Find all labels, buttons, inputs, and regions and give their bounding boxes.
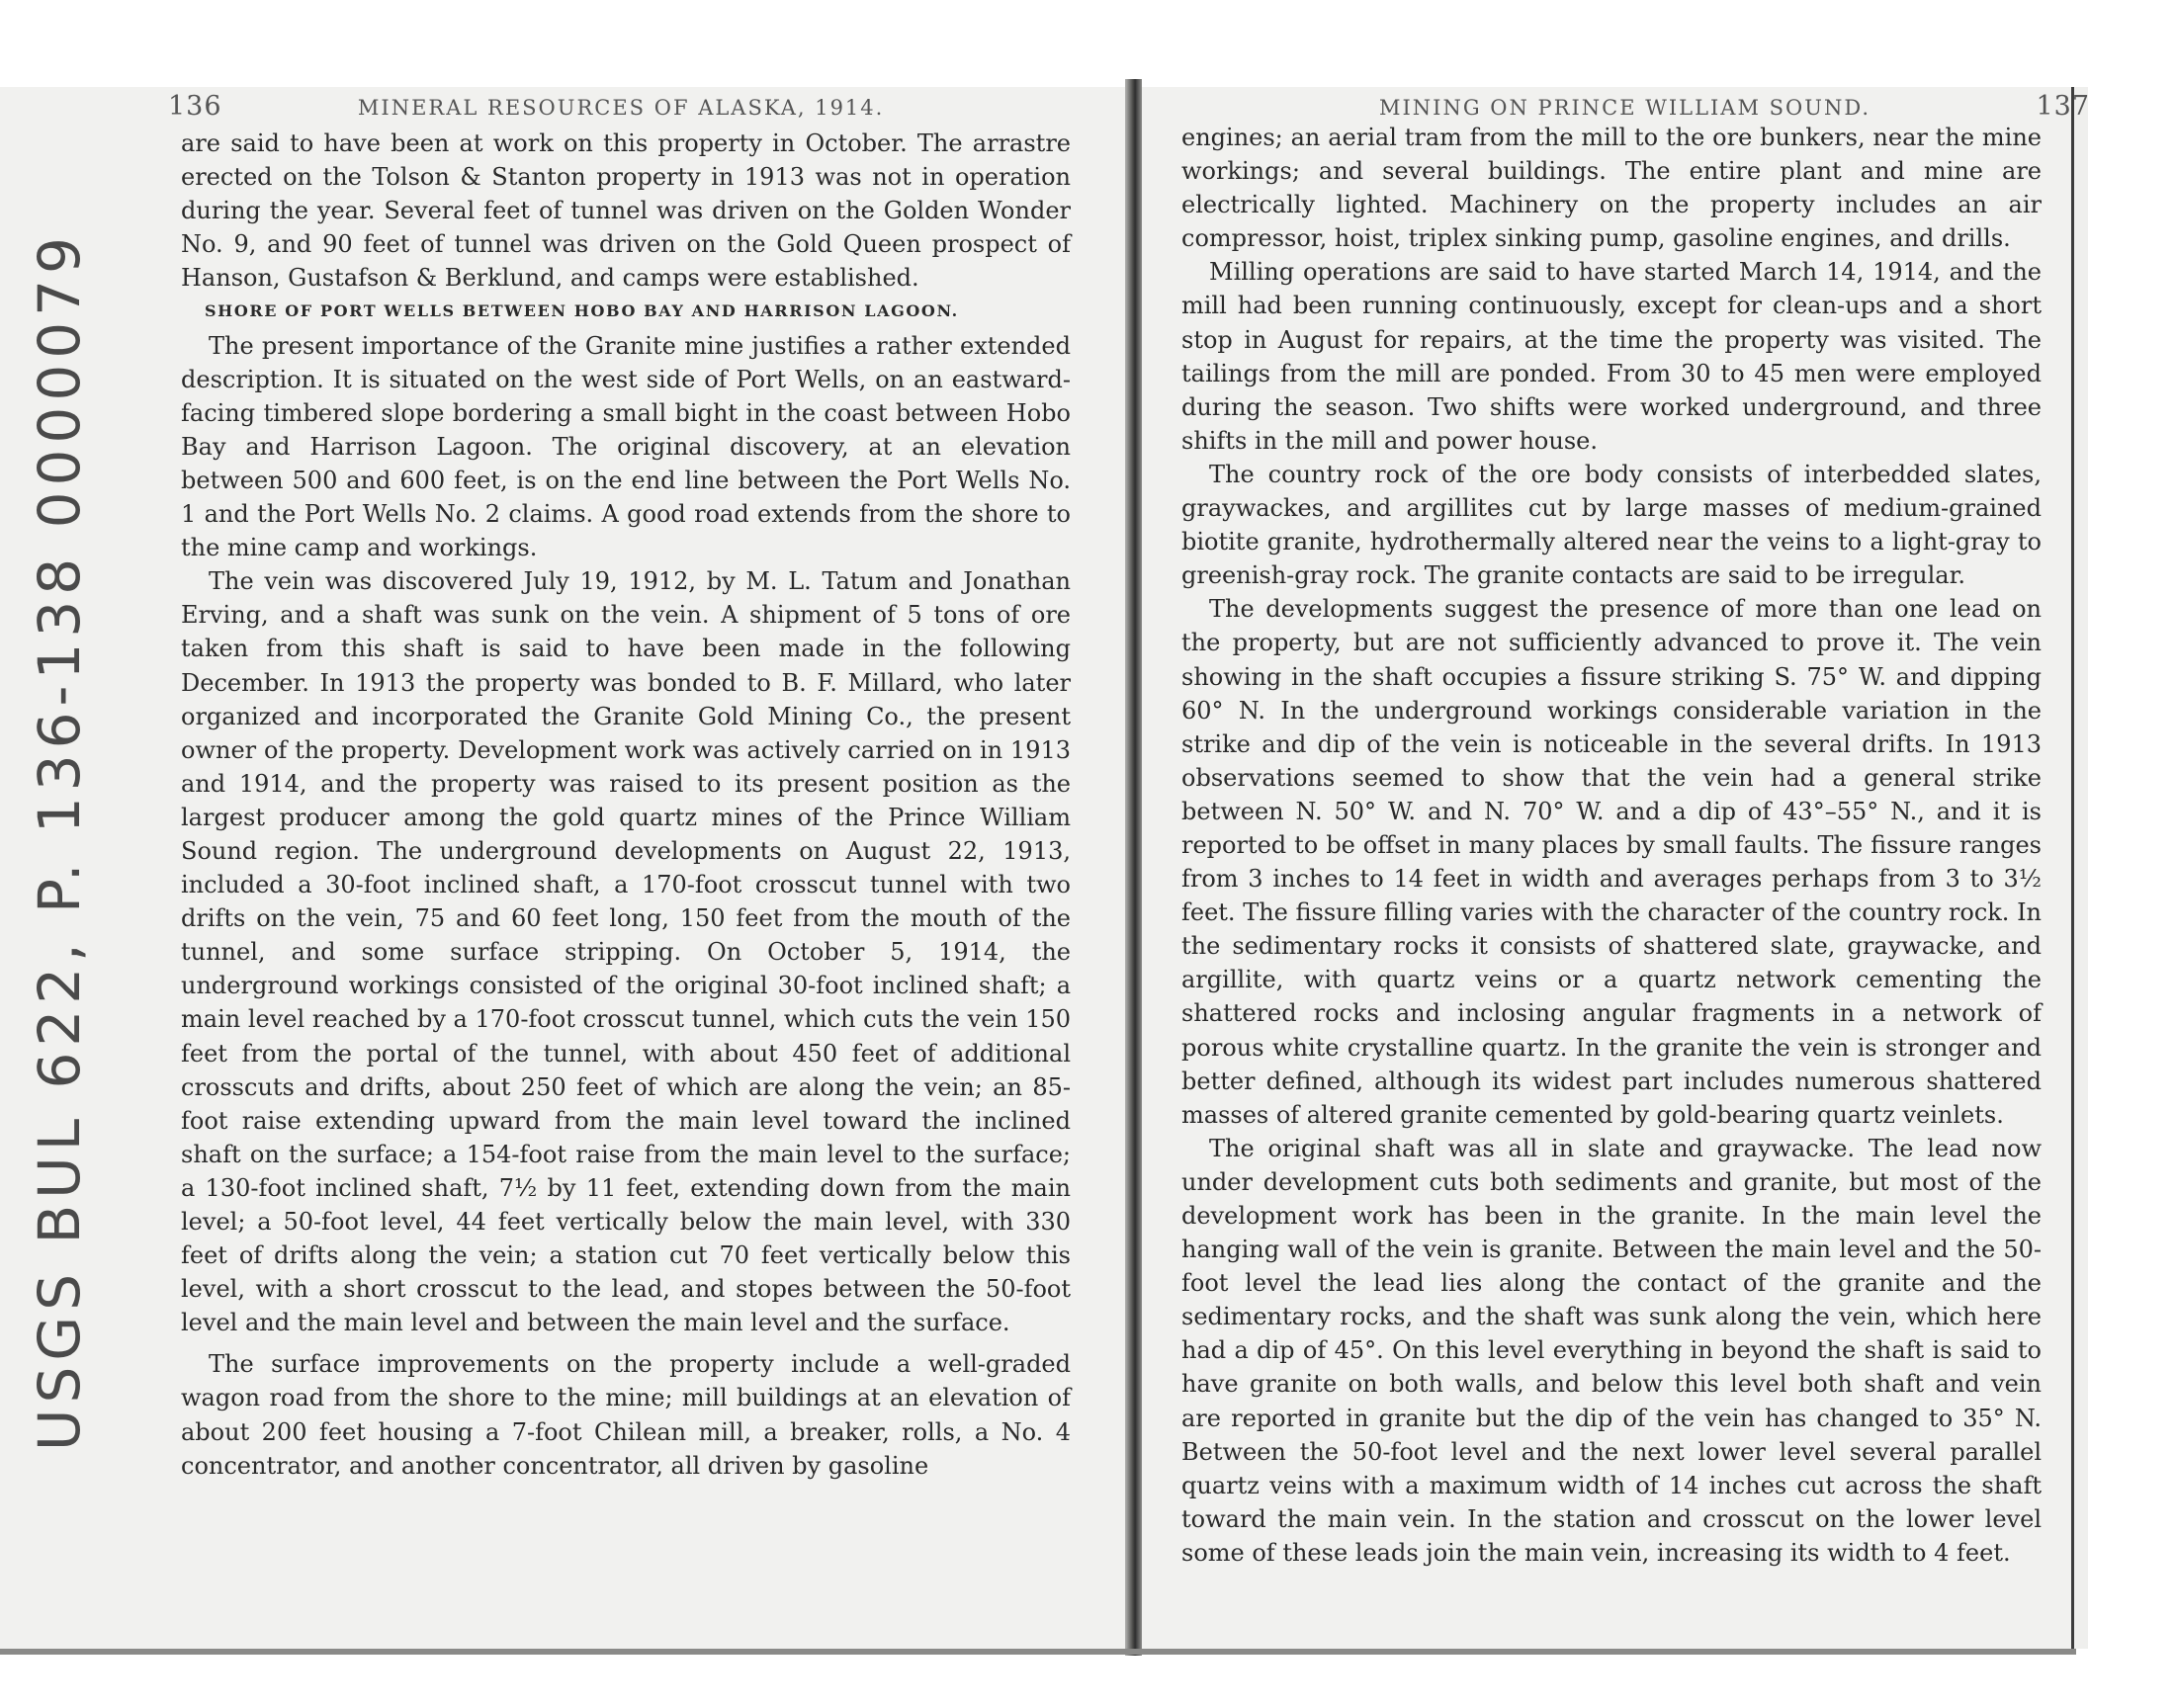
- handwritten-margin-note: USGS BUL 622, P. 136-138 0000079: [26, 231, 93, 1451]
- right-running-title: MINING ON PRINCE WILLIAM SOUND.: [1379, 96, 1871, 120]
- page-bottom-edge: [0, 1649, 2076, 1655]
- left-page: [0, 87, 1125, 1649]
- paragraph: The vein was discovered July 19, 1912, by M. L. Tatum and Jonathan Erving, and a shaft was sunk on the vein. A shipment of 5 tons of ore taken from this shaft is said to have been made in the following December. In 1913 the property was bonded to B. F. Millard, who later organized and incorporated the Granite Gold Mining Co., the present owner of the property. Development work was actively carried on in 1913 and 1914, and the property was raised to its present position as the largest producer among the gold quartz mines of the Prince William Sound region. The underground developments on August 22, 1913, included a 30-foot inclined shaft, a 170-foot crosscut tunnel with two drifts on the vein, 75 and 60 feet long, 150 feet from the mouth of the tunnel, and some surface stripping. On October 5, 1914, the underground workings consisted of the original 30-foot inclined shaft; a main level reached by a 170-foot crosscut tunnel, which cuts the vein 150 feet from the portal of the tunnel, with about 450 feet of additional crosscuts and drifts, about 250 feet of which are along the vein; an 85-foot raise extending upward from the main level toward the inclined shaft on the surface; a 154-foot raise from the main level to the surface; a 130-foot inclined shaft, 7½ by 11 feet, extending down from the main level; a 50-foot level, 44 feet vertically below the main level, with 330 feet of drifts along the vein; a station cut 70 feet vertically below this level, with a short crosscut to the lead, and stopes between the 50-foot level and the main level and between the main level and the surface.: [181, 567, 1071, 1337]
- right-running-head: [1379, 91, 2090, 122]
- paragraph: The country rock of the ore body consists of interbedded slates, graywackes, and argillites cut by large masses of medium-grained biotite granite, hydrothermally altered near the veins to a light-gray to greenish-gray rock. The granite contacts are said to be irregular.: [1181, 460, 2042, 590]
- right-page: [1142, 87, 2091, 1649]
- left-running-head: [168, 91, 884, 122]
- paragraph: are said to have been at work on this property in October. The arrastre erected on the Tolson & Stanton property in 1913 was not in operation during the year. Several feet of tunnel was driven on the Golden Wonder No. 9, and 90 feet of tunnel was driven on the Gold Queen prospect of Hanson, Gustafson & Berklund, and camps were established.: [181, 129, 1071, 293]
- left-running-title: MINERAL RESOURCES OF ALASKA, 1914.: [357, 96, 885, 120]
- paragraph: The developments suggest the presence of more than one lead on the property, but are not sufficiently advanced to prove it. The vein showing in the shaft occupies a fissure striking S. 75° W. and dipping 60° N. In the underground workings considerable variation in the strike and dip of the vein is noticeable in the several drifts. In 1913 observations seemed to show that the vein had a general strike between N. 50° W. and N. 70° W. and a dip of 43°–55° N., and it is reported to be offset in many places by small faults. The fissure ranges from 3 inches to 14 feet in width and averages perhaps from 3 to 3½ feet. The fissure filling varies with the character of the country rock. In the sedimentary rocks it consists of shattered slate, graywacke, and argillite, with quartz veins or a quartz network cementing the shattered rocks and inclosing angular fragments in a network of porous white crystalline quartz. In the granite the vein is stronger and better defined, although its widest part includes numerous shattered masses of altered granite cemented by gold-bearing quartz veinlets.: [1181, 595, 2042, 1129]
- paragraph: The original shaft was all in slate and graywacke. The lead now under development cuts both sediments and granite, but most of the development work has been in the granite. In the main level the hanging wall of the vein is granite. Between the main level and the 50-foot level the lead lies along the contact of the granite and the sedimentary rocks, and the shaft was sunk along the vein, which here had a dip of 45°. On this level everything in beyond the shaft is said to have granite on both walls, and below this level both shaft and vein are reported in granite but the dip of the vein has changed to 35° N. Between the 50-foot level and the next lower level several parallel quartz veins with a maximum width of 14 inches cut across the shaft toward the main vein. In the station and crosscut on the lower level some of these leads join the main vein, increasing its width to 4 feet.: [1181, 1134, 2042, 1567]
- left-text-column: [181, 127, 1071, 1483]
- paragraph: The present importance of the Granite mine justifies a rather extended description. It is situated on the west side of Port Wells, on an eastward-facing timbered slope bordering a small bight in the coast between Hobo Bay and Harrison Lagoon. The original discovery, at an elevation between 500 and 600 feet, is on the end line between the Port Wells No. 1 and the Port Wells No. 2 claims. A good road extends from the shore to the mine camp and workings.: [181, 331, 1071, 562]
- left-page-number: 136: [168, 91, 222, 122]
- right-page-number: 137: [2036, 91, 2091, 122]
- section-heading: SHORE OF PORT WELLS BETWEEN HOBO BAY AND HARRISON LAGOON.: [205, 301, 959, 321]
- paragraph: The surface improvements on the property include a well-graded wagon road from the shore to the mine; mill buildings at an elevation of about 200 feet housing a 7-foot Chilean mill, a breaker, rolls, a No. 4 concentrator, and another concentrator, all driven by gasoline: [181, 1350, 1071, 1480]
- paragraph: Milling operations are said to have started March 14, 1914, and the mill had been running continuously, except for clean-ups and a short stop in August for repairs, at the time the property was visited. The tailings from the mill are ponded. From 30 to 45 men were employed during the season. Two shifts were worked underground, and three shifts in the mill and power house.: [1181, 258, 2042, 455]
- paragraph: engines; an aerial tram from the mill to the ore bunkers, near the mine workings; and several buildings. The entire plant and mine are electrically lighted. Machinery on the property includes an air compressor, hoist, triplex sinking pump, gasoline engines, and drills.: [1181, 124, 2042, 253]
- right-text-column: [1181, 121, 2042, 1570]
- book-gutter: [1125, 79, 1142, 1656]
